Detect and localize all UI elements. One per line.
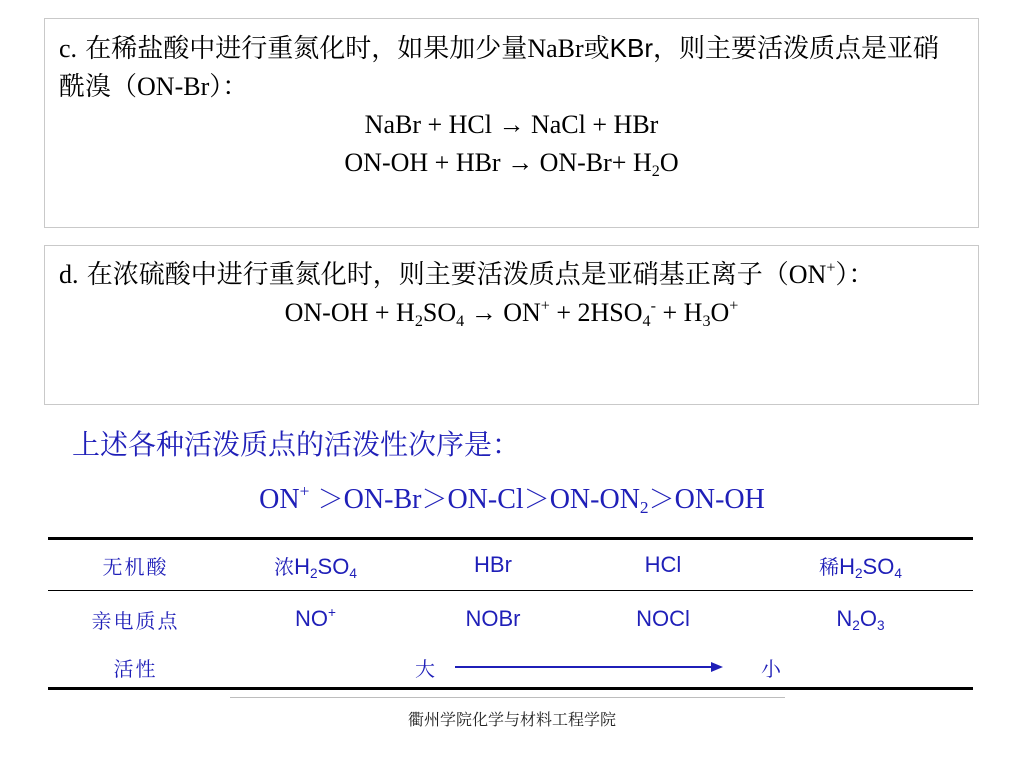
kbr-formula: KBr: [609, 33, 653, 63]
acid-cell-1: [223, 539, 408, 591]
reagent-table: [48, 537, 973, 690]
nabr-formula: NaBr: [527, 34, 584, 63]
right-arrow-icon: [449, 660, 729, 674]
eq-d-part-e: + H: [655, 298, 703, 327]
acid-cell-4: [748, 539, 973, 591]
eq-d-part-f: O: [710, 298, 730, 327]
acid-4-a: H: [839, 553, 855, 579]
eq-d-sub-a: 2: [414, 312, 423, 330]
section-c-lead: c.: [59, 34, 78, 63]
order-species-4-sub: 2: [639, 498, 649, 518]
greater-than-3: ＞: [523, 485, 550, 515]
electrophile-4-b: O: [859, 606, 877, 631]
order-species-4: ON-ON: [549, 484, 640, 515]
electrophile-row: [48, 591, 973, 648]
electrophile-cell-2: [408, 591, 578, 648]
acid-4-b: SO: [862, 553, 895, 579]
footer-institution: 衢州学院化学与材料工程学院: [407, 710, 616, 729]
section-c-text-2: ，则主要活泼质点是亚硝酰溴（: [59, 34, 940, 102]
equation-d: [59, 294, 964, 332]
acid-row: [48, 539, 973, 591]
acid-4-b-sub: 4: [894, 565, 902, 581]
on-plus-sup: +: [826, 259, 836, 277]
greater-than-1: ＞: [309, 485, 344, 515]
eq-d-part-d: + 2HSO: [549, 298, 643, 327]
activity-arrow-group: [223, 653, 973, 682]
section-c-text-1: 在稀盐酸中进行重氮化时，如果加少量: [77, 34, 528, 64]
on-plus-species: ON: [788, 260, 827, 289]
eq-d-sub-d: 4: [642, 312, 651, 330]
eq-d-sub-b: 4: [456, 312, 465, 330]
order-species-1: ON: [259, 484, 300, 515]
eq-d-sub-e: 3: [702, 312, 711, 330]
section-d-box: [44, 245, 979, 405]
electrophile-4-a-sub: 2: [852, 618, 860, 634]
acid-cell-2: [408, 539, 578, 591]
acid-1-prefix: 浓: [274, 554, 295, 579]
equation-c-1: NaBr + HCl → NaCl + HBr: [364, 110, 659, 139]
activity-order-heading: 上述各种活泼质点的活泼性次序是：: [72, 428, 521, 461]
electrophile-3-a: NOCl: [636, 606, 690, 631]
order-species-3: ON-Cl: [447, 484, 524, 515]
activity-scale: [223, 647, 973, 689]
eq-d-sup-d: -: [650, 297, 656, 315]
electrophile-cell-1: [223, 591, 408, 648]
acid-1-b-sub: 4: [349, 565, 357, 581]
section-d-lead: d.: [59, 260, 79, 289]
on-br-species: ON-Br: [137, 72, 210, 101]
acid-cell-3: [578, 539, 748, 591]
activity-low-label: 小: [761, 656, 781, 681]
section-c-box: [44, 18, 979, 228]
acid-4-prefix: 稀: [819, 554, 840, 579]
eq-d-part-a: ON-OH + H: [284, 298, 415, 327]
equation-c-2: [59, 144, 964, 182]
electrophile-cell-3: [578, 591, 748, 648]
electrophile-row-label: 亲电质点: [91, 608, 180, 633]
eq-d-sup-f: +: [729, 297, 739, 315]
section-d-text-1: 在浓硫酸中进行重氮化时，则主要活泼质点是亚硝基正离子（: [78, 260, 789, 290]
order-species-1-sup: +: [299, 481, 310, 501]
acid-2-a: HBr: [474, 552, 512, 577]
acid-1-b: SO: [317, 553, 350, 579]
section-d-text-2: ）：: [835, 260, 875, 290]
electrophile-2-a: NOBr: [465, 606, 521, 631]
activity-row: [48, 647, 973, 689]
section-c-text: [59, 29, 964, 106]
section-d-text: [59, 256, 964, 294]
electrophile-4-b-sub: 3: [877, 618, 885, 634]
section-c-text-3: ）：: [209, 72, 249, 102]
order-species-5: ON-OH: [674, 484, 765, 515]
acid-1-a-sub: 2: [309, 565, 318, 581]
activity-high-label: 大: [415, 656, 435, 681]
order-species-2: ON-Br: [343, 484, 422, 515]
activity-row-label: 活性: [113, 656, 158, 681]
equation-c-2-sub: 2: [651, 162, 660, 180]
eq-d-part-b: SO: [422, 298, 457, 327]
acid-row-label: 无机酸: [48, 539, 223, 591]
equation-c-2-end: O: [659, 148, 679, 177]
electrophile-1-sup: +: [328, 605, 336, 621]
equation-c-2-main: ON-OH + HBr → ON-Br+ H: [344, 148, 652, 177]
footer-divider: [230, 697, 785, 698]
or-word: 或: [583, 34, 610, 64]
eq-d-part-c: → ON: [464, 298, 541, 327]
eq-d-sup-c: +: [540, 297, 550, 315]
acid-3-a: HCl: [644, 552, 682, 577]
electrophile-1-a: NO: [295, 606, 329, 631]
greater-than-2: ＞: [421, 485, 448, 515]
acid-4-a-sub: 2: [854, 565, 863, 581]
activity-order-sequence: [0, 480, 1024, 520]
electrophile-cell-4: [748, 591, 973, 648]
electrophile-4-a: N: [836, 606, 853, 631]
acid-1-a: H: [294, 553, 310, 579]
greater-than-4: ＞: [648, 485, 675, 515]
